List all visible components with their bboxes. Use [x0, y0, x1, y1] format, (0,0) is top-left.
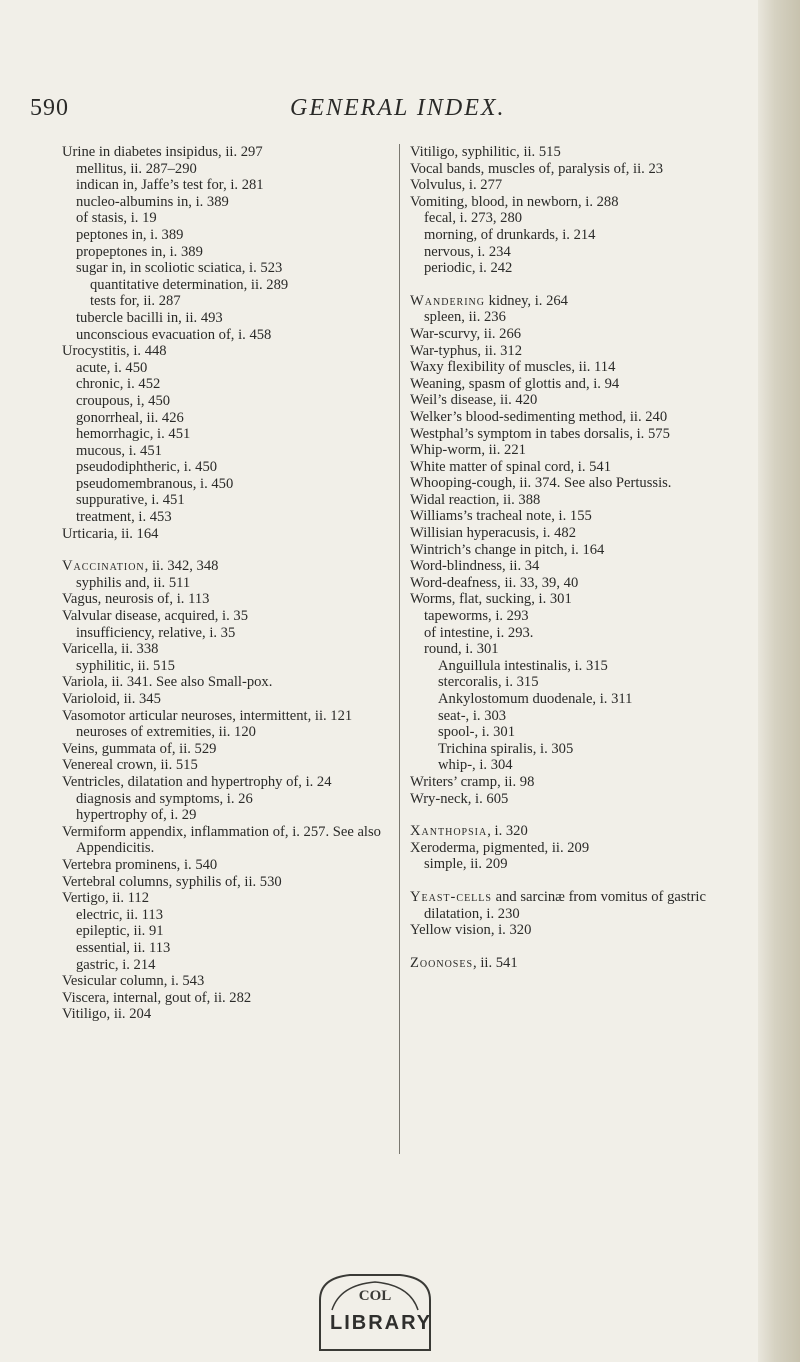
page-header: [0, 95, 800, 125]
index-entry: Urine in diabetes insipidus, ii. 297: [62, 144, 263, 160]
index-entry: Urocystitis, i. 448: [62, 343, 167, 360]
index-subentry: essential, ii. 113: [76, 939, 171, 956]
index-entry: Writers’ cramp, ii. 98: [410, 773, 535, 790]
index-subentry: periodic, i. 242: [424, 260, 513, 277]
index-subentry: gonorrheal, ii. 426: [76, 409, 184, 426]
index-entry: Vermiform appendix, inflammation of, i. 257. See also Appendicitis.: [62, 823, 381, 857]
index-subentry: sugar in, in scoliotic sciatica, i. 523: [76, 260, 283, 277]
index-subentry: hypertrophy of, i. 29: [76, 807, 197, 824]
index-entry: Varicella, ii. 338: [62, 641, 159, 658]
index-entry: Vaccination, ii. 342, 348: [62, 558, 219, 575]
index-subentry: spool-, i. 301: [438, 724, 516, 741]
index-entry: Ventricles, dilatation and hypertrophy of, i. 24: [62, 773, 332, 790]
index-subentry: neuroses of extremities, ii. 120: [76, 724, 256, 741]
index-entry: Widal reaction, ii. 388: [410, 491, 541, 508]
index-subentry: hemorrhagic, i. 451: [76, 426, 191, 443]
index-subentry: gastric, i. 214: [76, 956, 156, 973]
index-entry: Word-deafness, ii. 33, 39, 40: [410, 574, 579, 591]
index-subentry: seat-, i. 303: [438, 707, 507, 724]
index-subentry: tapeworms, i. 293: [424, 608, 529, 625]
index-entry: War-scurvy, ii. 266: [410, 325, 522, 342]
index-subentry: peptones in, i. 389: [76, 226, 184, 243]
index-entry: Wry-neck, i. 605: [410, 790, 509, 807]
stamp-label: LIBRARY: [330, 1312, 433, 1334]
index-subentry: tests for, ii. 287: [90, 293, 181, 310]
index-entry: Xanthopsia, i. 320: [410, 823, 528, 840]
index-subentry: propeptones in, i. 389: [76, 243, 203, 260]
index-subentry: mucous, i. 451: [76, 442, 162, 459]
index-entry: Whip-worm, ii. 221: [410, 442, 526, 459]
index-subentry: tubercle bacilli in, ii. 493: [76, 309, 223, 326]
index-entry: Valvular disease, acquired, i. 35: [62, 608, 249, 625]
running-head: GENERAL INDEX.: [290, 95, 506, 121]
index-entry: Zoonoses, ii. 541: [410, 954, 518, 971]
index-entry: Vertigo, ii. 112: [62, 890, 150, 907]
page-number: 590: [30, 95, 69, 121]
index-entry: Vomiting, blood, in newborn, i. 288: [410, 193, 619, 210]
index-entry: Yellow vision, i. 320: [410, 922, 532, 939]
index-subentry: croupous, i, 450: [76, 392, 171, 409]
index-subentry: treatment, i. 453: [76, 509, 172, 526]
index-subentry: morning, of drunkards, i. 214: [424, 226, 596, 243]
index-entry: Worms, flat, sucking, i. 301: [410, 591, 572, 608]
index-entry: Weaning, spasm of glottis and, i. 94: [410, 375, 620, 392]
index-subentry: acute, i. 450: [76, 359, 148, 376]
index-entry: Vocal bands, muscles of, paralysis of, ii. 23: [410, 160, 664, 177]
index-entry: Vitiligo, ii. 204: [62, 1006, 152, 1023]
index-entry: Veins, gummata of, ii. 529: [62, 740, 217, 757]
index-column-right: [399, 144, 755, 1154]
index-entry: Urticaria, ii. 164: [62, 525, 159, 542]
index-entry: Willisian hyperacusis, i. 482: [410, 525, 576, 542]
index-entry: Venereal crown, ii. 515: [62, 757, 198, 774]
index-subentry: fecal, i. 273, 280: [424, 210, 523, 227]
section-gap: [410, 807, 755, 823]
index-entry: Xeroderma, pigmented, ii. 209: [410, 839, 590, 856]
index-entry: Yeast-cells and sarcinæ from vomitus of gastric dilatation, i. 230: [410, 888, 706, 922]
index-subentry: nervous, i. 234: [424, 243, 511, 260]
index-subentry: Anguillula intestinalis, i. 315: [438, 657, 608, 674]
section-gap: [410, 939, 755, 955]
index-entry: Vagus, neurosis of, i. 113: [62, 591, 210, 608]
index-subentry: of intestine, i. 293.: [424, 624, 534, 641]
index-subentry: diagnosis and symptoms, i. 26: [76, 790, 253, 807]
index-subentry: unconscious evacuation of, i. 458: [76, 326, 272, 343]
index-entry: Vesicular column, i. 543: [62, 973, 205, 990]
index-subentry: whip-, i. 304: [438, 757, 513, 774]
stamp-top-text: COL: [358, 1288, 392, 1304]
index-subentry: electric, ii. 113: [76, 906, 163, 923]
index-entry: War-typhus, ii. 312: [410, 342, 523, 359]
index-entry: Vasomotor articular neuroses, intermittent, ii. 121: [62, 707, 353, 724]
index-entry: Vertebra prominens, i. 540: [62, 856, 218, 873]
index-entry: Waxy flexibility of muscles, ii. 114: [410, 359, 616, 376]
index-entry: Westphal’s symptom in tabes dorsalis, i. 575: [410, 425, 670, 442]
index-subentry: Trichina spiralis, i. 305: [438, 740, 574, 757]
index-subentry: Ankylostomum duodenale, i. 311: [438, 691, 633, 707]
index-entry: Varioloid, ii. 345: [62, 691, 161, 707]
index-entry: Weil’s disease, ii. 420: [410, 392, 538, 409]
index-subentry: chronic, i. 452: [76, 376, 161, 393]
index-subentry: syphilitic, ii. 515: [76, 657, 175, 674]
index-subentry: nucleo-albumins in, i. 389: [76, 193, 229, 210]
index-subentry: mellitus, ii. 287–290: [76, 160, 197, 177]
index-subentry: spleen, ii. 236: [424, 309, 506, 326]
index-subentry: quantitative determination, ii. 289: [90, 276, 289, 293]
section-gap: [62, 542, 392, 558]
index-subentry: epileptic, ii. 91: [76, 923, 164, 940]
index-subentry: syphilis and, ii. 511: [76, 574, 191, 591]
index-entry: Volvulus, i. 277: [410, 177, 503, 194]
section-gap: [410, 873, 755, 889]
page-edge-shadow: [758, 0, 800, 1362]
index-subentry: round, i. 301: [424, 641, 499, 658]
index-subentry: suppurative, i. 451: [76, 492, 185, 509]
index-entry: Vitiligo, syphilitic, ii. 515: [410, 144, 561, 160]
index-subentry: of stasis, i. 19: [76, 210, 157, 227]
section-gap: [410, 277, 755, 293]
index-subentry: pseudodiphtheric, i. 450: [76, 459, 218, 476]
index-subentry: simple, ii. 209: [424, 856, 508, 873]
index-column-left: [62, 144, 392, 1023]
index-subentry: pseudomembranous, i. 450: [76, 475, 234, 492]
index-entry: Vertebral columns, syphilis of, ii. 530: [62, 873, 282, 890]
index-entry: Variola, ii. 341. See also Small-pox.: [62, 674, 273, 691]
index-entry: White matter of spinal cord, i. 541: [410, 458, 612, 475]
index-entry: Wintrich’s change in pitch, i. 164: [410, 541, 605, 558]
index-entry: Welker’s blood-sedimenting method, ii. 240: [410, 408, 668, 425]
index-subentry: insufficiency, relative, i. 35: [76, 624, 236, 641]
index-entry: Wandering kidney, i. 264: [410, 292, 568, 309]
index-subentry: indican in, Jaffe’s test for, i. 281: [76, 177, 264, 194]
index-subentry: stercoralis, i. 315: [438, 674, 539, 691]
index-entry: Whooping-cough, ii. 374. See also Pertussis.: [410, 475, 672, 492]
index-entry: Word-blindness, ii. 34: [410, 558, 540, 575]
index-entry: Viscera, internal, gout of, ii. 282: [62, 989, 252, 1006]
index-entry: Williams’s tracheal note, i. 155: [410, 508, 592, 525]
